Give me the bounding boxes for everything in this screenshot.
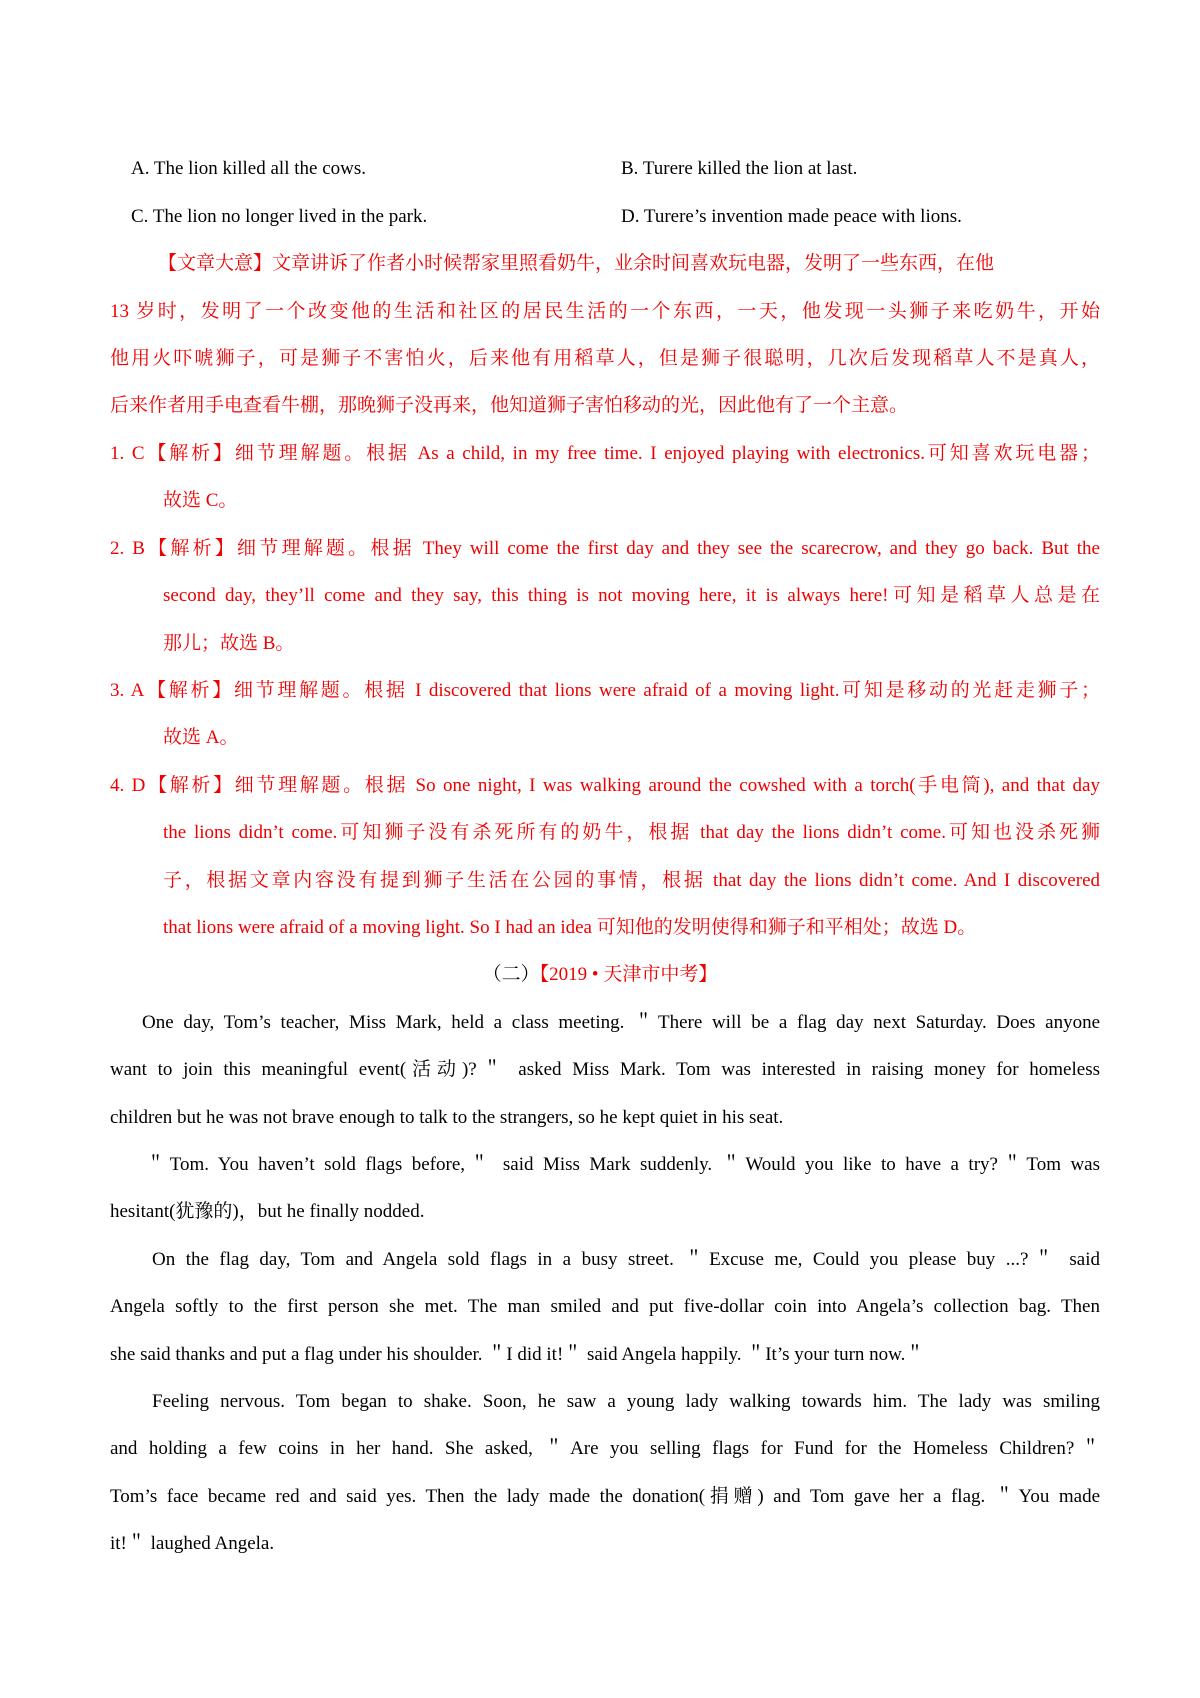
passage-line: children but he was not brave enough to talk to the strangers, so he kept quiet in his seat. — [110, 1107, 784, 1128]
answer-4: 4. D【解析】细节理解题。根据 So one night, I was walking around the cowshed with a torch(手电筒), and that day — [110, 775, 1100, 796]
section-heading — [0, 963, 1200, 987]
passage-line: On the flag day, Tom and Angela sold flags in a busy street. ＂Excuse me, Could you please buy ...?＂ said — [152, 1249, 1100, 1270]
section-source: 【2019 • 天津市中考】 — [539, 964, 718, 985]
option-d: D. Turere’s invention made peace with lions. — [621, 206, 962, 227]
answer-1: 1. C【解析】细节理解题。根据 As a child, in my free time. I enjoyed playing with electronics.可知喜欢玩电器； — [110, 443, 1100, 464]
passage-line: it!＂ laughed Angela. — [110, 1533, 275, 1554]
option-b: B. Turere killed the lion at last. — [621, 158, 858, 179]
summary-line: 后来作者用手电查看牛棚，那晚狮子没再来，他知道狮子害怕移动的光，因此他有了一个主意。 — [110, 395, 909, 416]
passage-line: Feeling nervous. Tom began to shake. Soon, he saw a young lady walking towards him. The lady was smiling — [152, 1391, 1100, 1412]
passage-line: hesitant(犹豫的)，but he finally nodded. — [110, 1201, 425, 1222]
answer-3: 3. A【解析】细节理解题。根据 I discovered that lions were afraid of a moving light.可知是移动的光赶走狮子； — [110, 680, 1100, 701]
passage-line: she said thanks and put a flag under his shoulder. ＂I did it!＂ said Angela happily. ＂It’s your turn now.＂ — [110, 1344, 925, 1365]
answer-2: 2. B【解析】细节理解题。根据 They will come the first day and they see the scarecrow, and they go back. But the — [110, 538, 1100, 559]
passage-line: want to join this meaningful event(活动)?＂ asked Miss Mark. Tom was interested in raising money for homeless — [110, 1059, 1100, 1080]
option-c: C. The lion no longer lived in the park. — [131, 206, 428, 227]
passage-line: and holding a few coins in her hand. She asked, ＂Are you selling flags for Fund for the Homeless Children?＂ — [110, 1438, 1100, 1459]
passage-line: Tom’s face became red and said yes. Then the lady made the donation(捐赠) and Tom gave her a flag. ＂You made — [110, 1486, 1100, 1507]
passage-line: One day, Tom’s teacher, Miss Mark, held a class meeting. ＂There will be a flag day next Saturday. Does anyone — [142, 1012, 1100, 1033]
answer-3-cont: 故选 A。 — [163, 727, 239, 748]
passage-line: Angela softly to the first person she met. The man smiled and put five-dollar coin into Angela’s collection bag. Then — [110, 1296, 1100, 1317]
answer-2-cont: second day, they’ll come and they say, this thing is not moving here, it is always here!可知是稻草人总是在 — [163, 585, 1100, 606]
option-a: A. The lion killed all the cows. — [131, 158, 366, 179]
summary-line: 13 岁时，发明了一个改变他的生活和社区的居民生活的一个东西，一天，他发现一头狮子来吃奶牛，开始 — [110, 301, 1100, 322]
passage-line: ＂Tom. You haven’t sold flags before,＂ said Miss Mark suddenly. ＂Would you like to have a try?＂Tom was — [146, 1154, 1100, 1175]
answer-2-cont: 那儿；故选 B。 — [163, 633, 295, 654]
summary-line: 【文章大意】文章讲诉了作者小时候帮家里照看奶牛，业余时间喜欢玩电器，发明了一些东西，在他 — [158, 253, 995, 274]
answer-4-cont: the lions didn’t come.可知狮子没有杀死所有的奶牛，根据 that day the lions didn’t come.可知也没杀死狮 — [163, 822, 1100, 843]
summary-line: 他用火吓唬狮子，可是狮子不害怕火，后来他有用稻草人，但是狮子很聪明，几次后发现稻草人不是真人， — [110, 348, 1100, 369]
answer-4-cont: 子，根据文章内容没有提到狮子生活在公园的事情，根据 that day the lions didn’t come. And I discovered — [163, 870, 1100, 891]
section-number: （二） — [482, 964, 540, 985]
answer-4-cont: that lions were afraid of a moving light. So I had an idea 可知他的发明使得和狮子和平相处；故选 D。 — [163, 917, 977, 938]
answer-1-cont: 故选 C。 — [163, 490, 238, 511]
